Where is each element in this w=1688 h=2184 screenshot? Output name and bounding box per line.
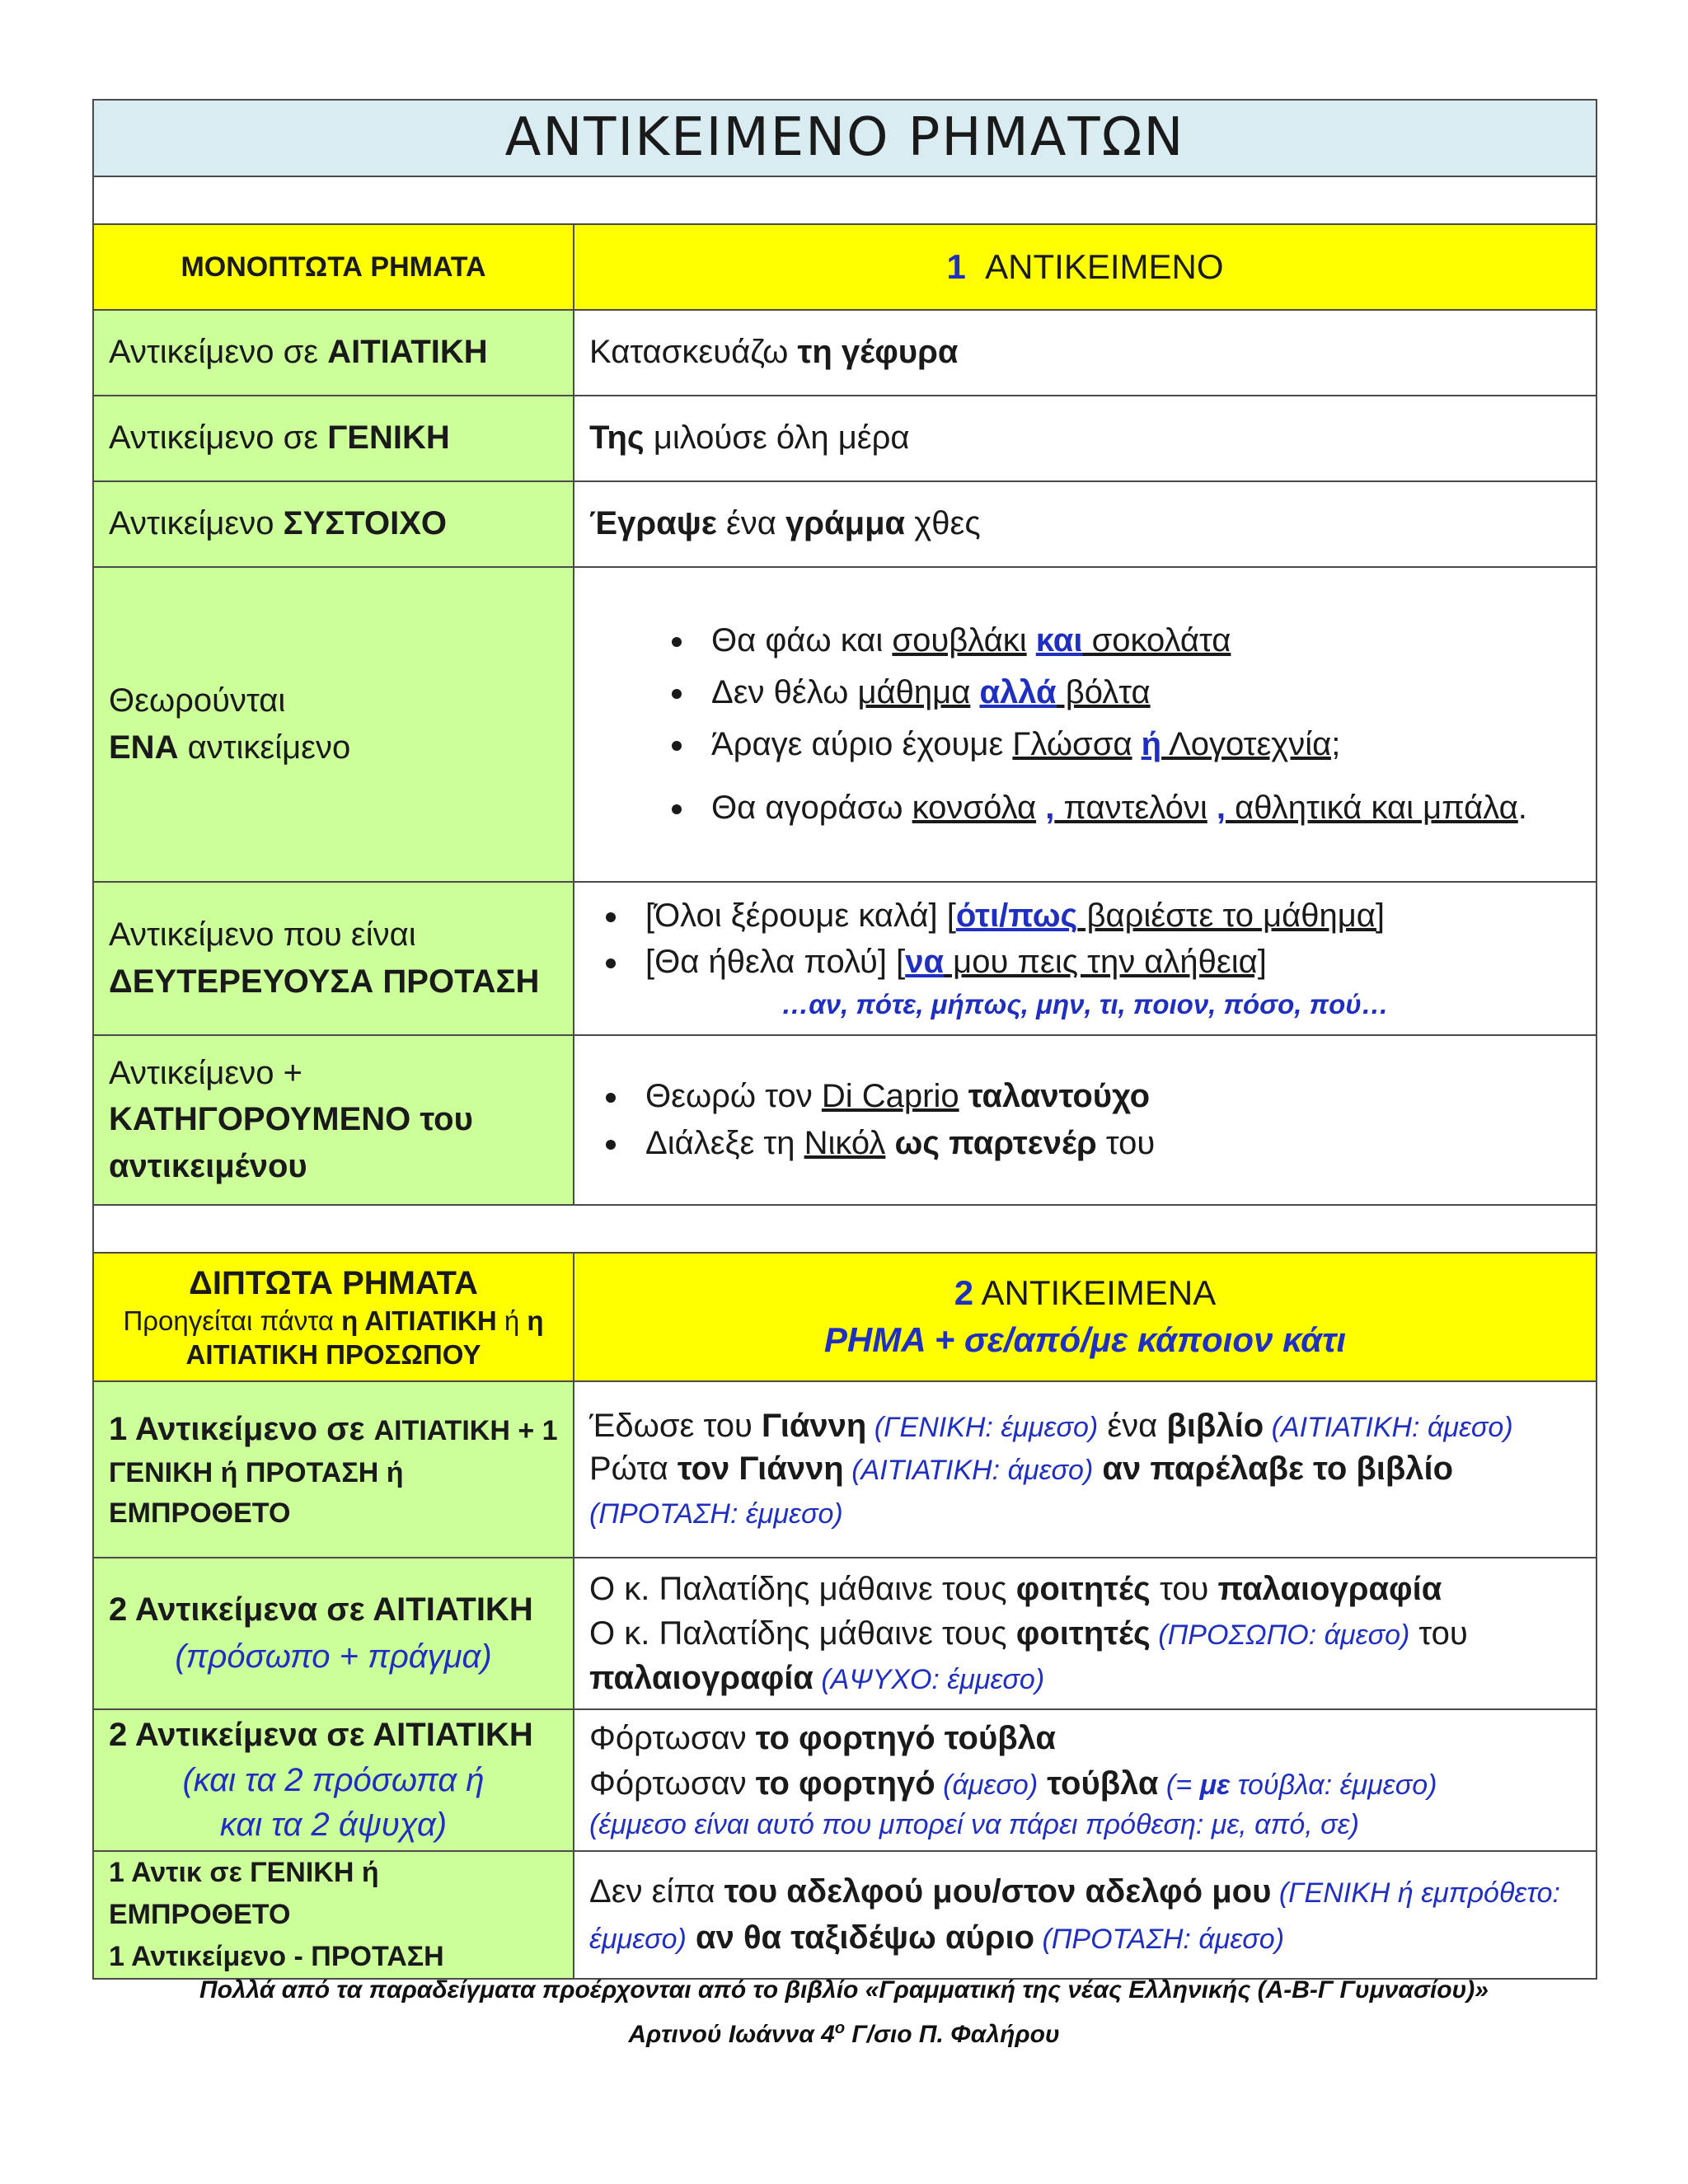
underlined-object: Di Caprio [821,1078,959,1115]
label-note: (πρόσωπο + πράγμα) [175,1638,492,1675]
example-bold: Έγραψε [589,505,717,542]
text-bold: το φορτηγό [755,1765,935,1802]
dipt-header-left [93,1253,574,1381]
label-bold: αντικειμένου [109,1148,307,1185]
conjunction: να [905,944,945,981]
text: ΑΝΤΙΚΕΙΜΕΝΑ [973,1273,1217,1313]
note: (ΠΡΟΤΑΣΗ: άμεσο) [1034,1924,1285,1956]
mono-row2-label [93,396,574,481]
dipt-header-title [589,1270,1581,1317]
underlined-object: Λογοτεχνία; [1161,725,1341,762]
example-list [589,617,1581,831]
num: 2 [954,1273,974,1313]
example-text: ένα [716,505,786,542]
dipt-row1-label [93,1381,574,1558]
label-note: (και τα 2 πρόσωπα ή [182,1761,485,1798]
dipt-row4-label [93,1851,574,1979]
text: Ρώτα [589,1451,678,1488]
text-bold: βιβλίο [1166,1407,1264,1444]
text: Άραγε αύριο έχουμε [711,725,1013,762]
label-line: 2 Αντικείμενα σε ΑΙΤΙΑΤΙΚΗ [109,1591,533,1629]
dipt-row3-label [93,1709,574,1851]
ordinal-sup: ο [834,2019,846,2037]
text-bold: παλαιογραφία [1217,1570,1442,1607]
text: Δεν είπα [589,1872,724,1910]
label-bold: 1 Αντικείμενο σε [109,1410,374,1447]
note: (ΑΨΥΧΟ: έμμεσο) [813,1663,1045,1695]
note: (ΓΕΝΙΚΗ ή εμπρόθετο: έμμεσο) [589,1877,1560,1956]
underlined-object: παντελόνι [1054,789,1207,826]
text: Έδωσε του [589,1407,762,1444]
example-line [589,1447,1581,1535]
text: Φόρτωσαν [589,1765,756,1802]
spacer-row [93,176,1597,224]
underlined-clause: μου πεις την αλήθεια] [944,944,1267,981]
example-text: χθες [905,505,981,542]
label-bold: ΕΝΑ [109,729,179,766]
dipt-header-formula: ΡΗΜΑ + σε/από/με κάποιον κάτι [823,1319,1347,1359]
text: του [1096,1124,1156,1161]
note-bold: με [1199,1769,1231,1801]
example-line [589,1868,1581,1962]
underlined-clause: βαριέστε το μάθημα] [1077,897,1386,934]
underlined-object: Νικόλ [804,1124,886,1161]
mono-row5-label [93,882,574,1035]
mono-row6-label [93,1035,574,1205]
label-bold: ΚΑΤΗΓΟΡΟΥΜΕΝΟ του [109,1101,473,1138]
label-text: Αντικείμενο που είναι [109,916,416,954]
footer [0,1971,1688,2054]
list-item [696,617,1581,664]
example-bold: Της [589,419,645,457]
list-item [631,893,1581,940]
note: (ΠΡΟΤΑΣΗ: έμμεσο) [589,1498,843,1530]
mono-row-cognate [93,481,1597,567]
conjunction: , [1216,789,1226,826]
text-bold: του αδελφού μου/στον αδελφό μου [724,1872,1272,1910]
dipt-header-right [574,1253,1597,1381]
text: Θα φάω και [711,622,893,659]
mono-header-right [574,224,1597,310]
example-line [589,1761,1581,1806]
text-bold: φοιτητές [1015,1570,1151,1607]
underlined-object: σουβλάκι [892,622,1027,659]
label-line: ΕΜΠΡΟΘΕΤΟ [109,1497,291,1529]
mono-header-left: ΜΟΝΟΠΤΩΤΑ ΡΗΜΑΤΑ [93,224,574,310]
label-line: ΓΕΝΙΚΗ ή ΠΡΟΤΑΣΗ ή [109,1456,404,1488]
list-item [696,785,1581,832]
mono-row3-label [93,481,574,567]
text-bold: Γιάννη [761,1407,867,1444]
note: (ΓΕΝΙΚΗ: έμμεσο) [866,1411,1099,1443]
label-bold: ΑΙΤΙΑΤΙΚΗ [327,334,488,371]
underlined-object: κονσόλα [912,789,1037,826]
label-line: 2 Αντικείμενα σε ΑΙΤΙΑΤΙΚΗ [109,1717,533,1754]
text: Ο κ. Παλατίδης μάθαινε τους [589,1570,1016,1607]
text: Θα αγοράσω [711,789,912,826]
list-item [696,669,1581,716]
conjunction: αλλά [979,674,1057,711]
conjunction-list-note: …αν, πότε, μήπως, μην, τι, ποιον, πόσο, πού… [781,989,1389,1020]
mono-row-clause [93,882,1597,1035]
conjunction: ότι/πως [955,897,1078,934]
text: Ο κ. Παλατίδης μάθαινε τους [589,1615,1016,1652]
mono-row-predicate [93,1035,1597,1205]
note: (= [1158,1769,1200,1801]
footer-source: Πολλά από τα παραδείγματα προέρχονται από το βιβλίο «Γραμματική της νέας Ελληνικής (Α-Β-Γ Γυμνασίου)» [199,1976,1489,2004]
example-line [589,1716,1581,1760]
label-bold: ΔΕΥΤΕΡΕΥΟΥΣΑ ΠΡΟΤΑΣΗ [109,963,540,1000]
dipt-row-gen-clause [93,1851,1597,1979]
page-title: ΑΝΤΙΚΕΙΜΕΝΟ ΡΗΜΑΤΩΝ [93,100,1597,176]
example-text: Κατασκευάζω [589,334,798,371]
dipt-row2-label [93,1558,574,1709]
mono-header-num: 1 [946,247,966,287]
text: Διάλεξε τη [645,1124,804,1161]
dipt-header-row [93,1253,1597,1381]
text-bold: αν παρέλαβε το βιβλίο [1093,1451,1454,1488]
grammar-sheet [92,99,1597,1980]
note: (άμεσο) [935,1769,1039,1801]
predicate: ταλαντούχο [959,1078,1151,1115]
example-bold: γράμμα [785,505,906,542]
example-list [589,1073,1581,1167]
dipt-row-two-acc [93,1558,1597,1709]
dipt-title: ΔΙΠΤΩΤΑ ΡΗΜΑΤΑ [189,1264,478,1301]
label-bold: ΣΥΣΤΟΙΧΟ [283,505,448,542]
mono-row1-label [93,310,574,396]
text-bold: η [527,1305,544,1336]
title-row [93,100,1597,176]
example-line [589,1567,1581,1611]
text-bold: τούβλα [1038,1765,1159,1802]
text: Θεωρώ τον [645,1078,822,1115]
example-line [589,1611,1581,1700]
dipt-row1-examples [574,1381,1597,1558]
label-line: 1 Αντικείμενο - ΠΡΟΤΑΣΗ [109,1940,444,1972]
mono-row2-example [574,396,1597,481]
example-list [589,893,1581,987]
mono-row-single-object [93,567,1597,882]
text-bold: παλαιογραφία [589,1659,814,1696]
dipt-row-same-type [93,1709,1597,1851]
text: Προηγείται πάντα [123,1305,342,1336]
predicate: ως παρτενέρ [885,1124,1097,1161]
dipt-subtitle [109,1304,558,1338]
mono-header-row [93,224,1597,310]
conjunction: ή [1141,725,1162,762]
label-text: Αντικείμενο [109,505,284,542]
text-bold: τον Γιάννη [677,1451,844,1488]
mono-row-genitive [93,396,1597,481]
note: τούβλα: έμμεσο) [1230,1769,1437,1801]
underlined-object: μάθημα [857,674,971,711]
mono-row1-example [574,310,1597,396]
mono-row4-examples [574,567,1597,882]
list-item [631,939,1581,986]
mono-row6-examples [574,1035,1597,1205]
label-bold: ΓΕΝΙΚΗ [327,419,450,457]
spacer-row [93,1205,1597,1253]
label-text: Αντικείμενο σε [109,334,328,371]
label-text: Αντικείμενο σε [109,419,328,457]
dipt-row2-examples [574,1558,1597,1709]
text: του [1150,1570,1218,1607]
underlined-object: βόλτα [1056,674,1151,711]
label-text: Θεωρούνται [109,682,286,719]
example-line [589,1404,1581,1448]
label-bold: ΑΙΤΙΑΤΙΚΗ + 1 [373,1414,558,1446]
label-note: και τα 2 άψυχα) [219,1807,448,1844]
example-text: μιλούσε όλη μέρα [644,419,910,457]
objects-table [92,99,1597,1980]
text: Δεν θέλω [711,674,858,711]
underlined-object: σοκολάτα [1082,622,1231,659]
text-bold: η ΑΙΤΙΑΤΙΚΗ [341,1305,497,1336]
mono-header-text: ΑΝΤΙΚΕΙΜΕΝΟ [985,247,1224,287]
dipt-row-acc-gen [93,1381,1597,1558]
mono-row4-label [93,567,574,882]
example-bold: τη γέφυρα [797,334,959,371]
note: (ΑΙΤΙΑΤΙΚΗ: άμεσο) [843,1455,1094,1487]
underlined-object: αθλητικά και μπάλα [1226,789,1518,826]
list-item [631,1120,1581,1167]
conjunction: και [1035,622,1083,659]
conjunction: , [1045,789,1055,826]
list-item [631,1073,1581,1120]
footer-author [0,2009,1688,2054]
author-text: Αρτινού Ιωάννα 4 [628,2021,835,2048]
label-text: Αντικείμενο + [109,1054,302,1091]
underlined-object: Γλώσσα [1012,725,1132,762]
label-line: 1 Αντικ σε ΓΕΝΙΚΗ ή ΕΜΠΡΟΘΕΤΟ [109,1856,379,1930]
text: [Θα ήθελα πολύ] [ [645,944,906,981]
example-note: (έμμεσο είναι αυτό που μπορεί να πάρει πρόθεση: με, από, σε) [589,1809,1359,1841]
label-text: αντικείμενο [178,729,351,766]
text: [Όλοι ξέρουμε καλά] [ [645,897,956,934]
mono-row3-example [574,481,1597,567]
text: του [1409,1615,1468,1652]
text-bold: το φορτηγό τούβλα [755,1720,1057,1757]
text-bold: αν θα ταξιδέψω αύριο [686,1919,1035,1957]
note: (ΑΙΤΙΑΤΙΚΗ: άμεσο) [1264,1411,1513,1443]
school-text: Γ/σιο Π. Φαλήρου [845,2021,1060,2048]
note: (ΠΡΟΣΩΠΟ: άμεσο) [1150,1619,1410,1651]
text: Φόρτωσαν [589,1720,756,1757]
dipt-row3-examples [574,1709,1597,1851]
text: ή [496,1305,528,1336]
text: ένα [1098,1407,1167,1444]
mono-row5-examples [574,882,1597,1035]
mono-row-accusative [93,310,1597,396]
label-line [109,1405,558,1453]
text: . [1517,789,1527,826]
text-bold: φοιτητές [1015,1615,1151,1652]
list-item [696,721,1581,768]
dipt-subtitle-line2: ΑΙΤΙΑΤΙΚΗ ΠΡΟΣΩΠΟΥ [185,1338,481,1370]
dipt-row4-examples [574,1851,1597,1979]
